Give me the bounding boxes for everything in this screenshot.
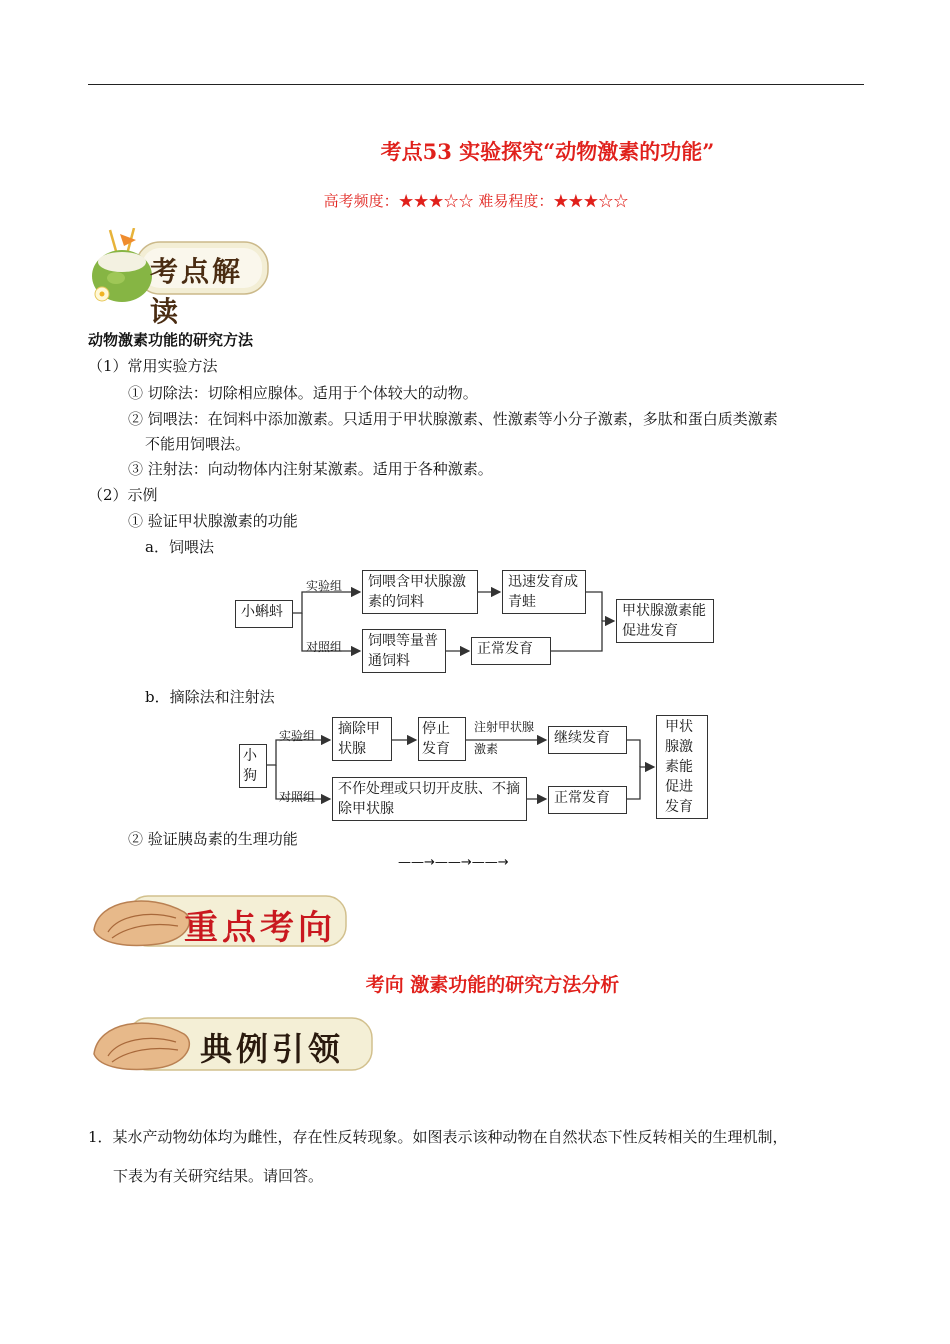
flow-node-exp-feed: 饲喂含甲状腺激素的饲料 [362, 570, 478, 614]
flow-node-start: 小蝌蚪 [235, 600, 293, 628]
flow-arrows: ——→——→——→ [398, 855, 509, 870]
flow-node-ctrl-treatment: 不作处理或只切开皮肤、不摘除甲状腺 [332, 777, 527, 821]
analysis-badge [86, 228, 271, 328]
list-item: （2）示例 [88, 486, 158, 504]
flow-node-conclusion: 甲状腺激素能促进发育 [616, 599, 714, 643]
difficulty-rating: 高考频度：★★★☆☆ 难易程度：★★★☆☆ [323, 192, 629, 210]
flow-node-ctrl-result: 正常发育 [548, 786, 627, 814]
flow-node-exp-result: 迅速发育成青蛙 [502, 570, 586, 614]
flow-node-exp-resume: 继续发育 [548, 726, 627, 754]
list-item: （1）常用实验方法 [88, 357, 218, 375]
analysis-badge-label: 考点解读 [150, 255, 244, 328]
list-item: ① 验证甲状腺激素的功能 [128, 512, 298, 530]
flow-node-start: 小狗 [239, 744, 267, 788]
list-item: b．摘除法和注射法 [145, 688, 275, 706]
list-item: a．饲喂法 [145, 538, 214, 556]
question-text: 1．某水产动物幼体均为雌性，存在性反转现象。如图表示该种动物在自然状态下性反转相关的生理机制， [88, 1128, 788, 1146]
example-badge [88, 1008, 378, 1080]
flow-node-exp-remove: 摘除甲状腺 [332, 717, 392, 761]
control-group-label: 对照组 [279, 790, 316, 804]
list-item: ② 验证胰岛素的生理功能 [128, 830, 298, 848]
page-title: 考点53 实验探究“动物激素的功能” [380, 139, 715, 164]
flow-node-ctrl-feed: 饲喂等量普通饲料 [362, 629, 446, 673]
list-item: 不能用饲喂法。 [145, 435, 251, 453]
question-text: 下表为有关研究结果。请回答。 [113, 1167, 324, 1185]
control-group-label: 对照组 [306, 640, 343, 654]
flow-node-ctrl-result: 正常发育 [471, 637, 551, 665]
section-title: 动物激素功能的研究方法 [88, 331, 254, 349]
experiment-group-label: 实验组 [306, 579, 343, 593]
example-badge-label: 典例引领 [200, 1030, 345, 1068]
list-item: ② 饲喂法：在饲料中添加激素。只适用于甲状腺激素、性激素等小分子激素，多肽和蛋白质类激素 [128, 410, 778, 428]
list-item: ③ 注射法：向动物体内注射某激素。适用于各种激素。 [128, 460, 493, 478]
focus-heading: 考向 激素功能的研究方法分析 [365, 974, 620, 996]
focus-badge-label: 重点考向 [184, 908, 336, 948]
injection-label: 注射甲状腺激素 [474, 720, 535, 756]
flow-node-conclusion: 甲状腺激素能促进发育 [656, 715, 708, 819]
focus-badge [88, 886, 353, 956]
list-item: ① 切除法：切除相应腺体。适用于个体较大的动物。 [128, 384, 478, 402]
header-rule [88, 84, 864, 85]
experiment-group-label: 实验组 [279, 729, 316, 743]
flow-node-exp-stop: 停止发育 [418, 717, 466, 761]
